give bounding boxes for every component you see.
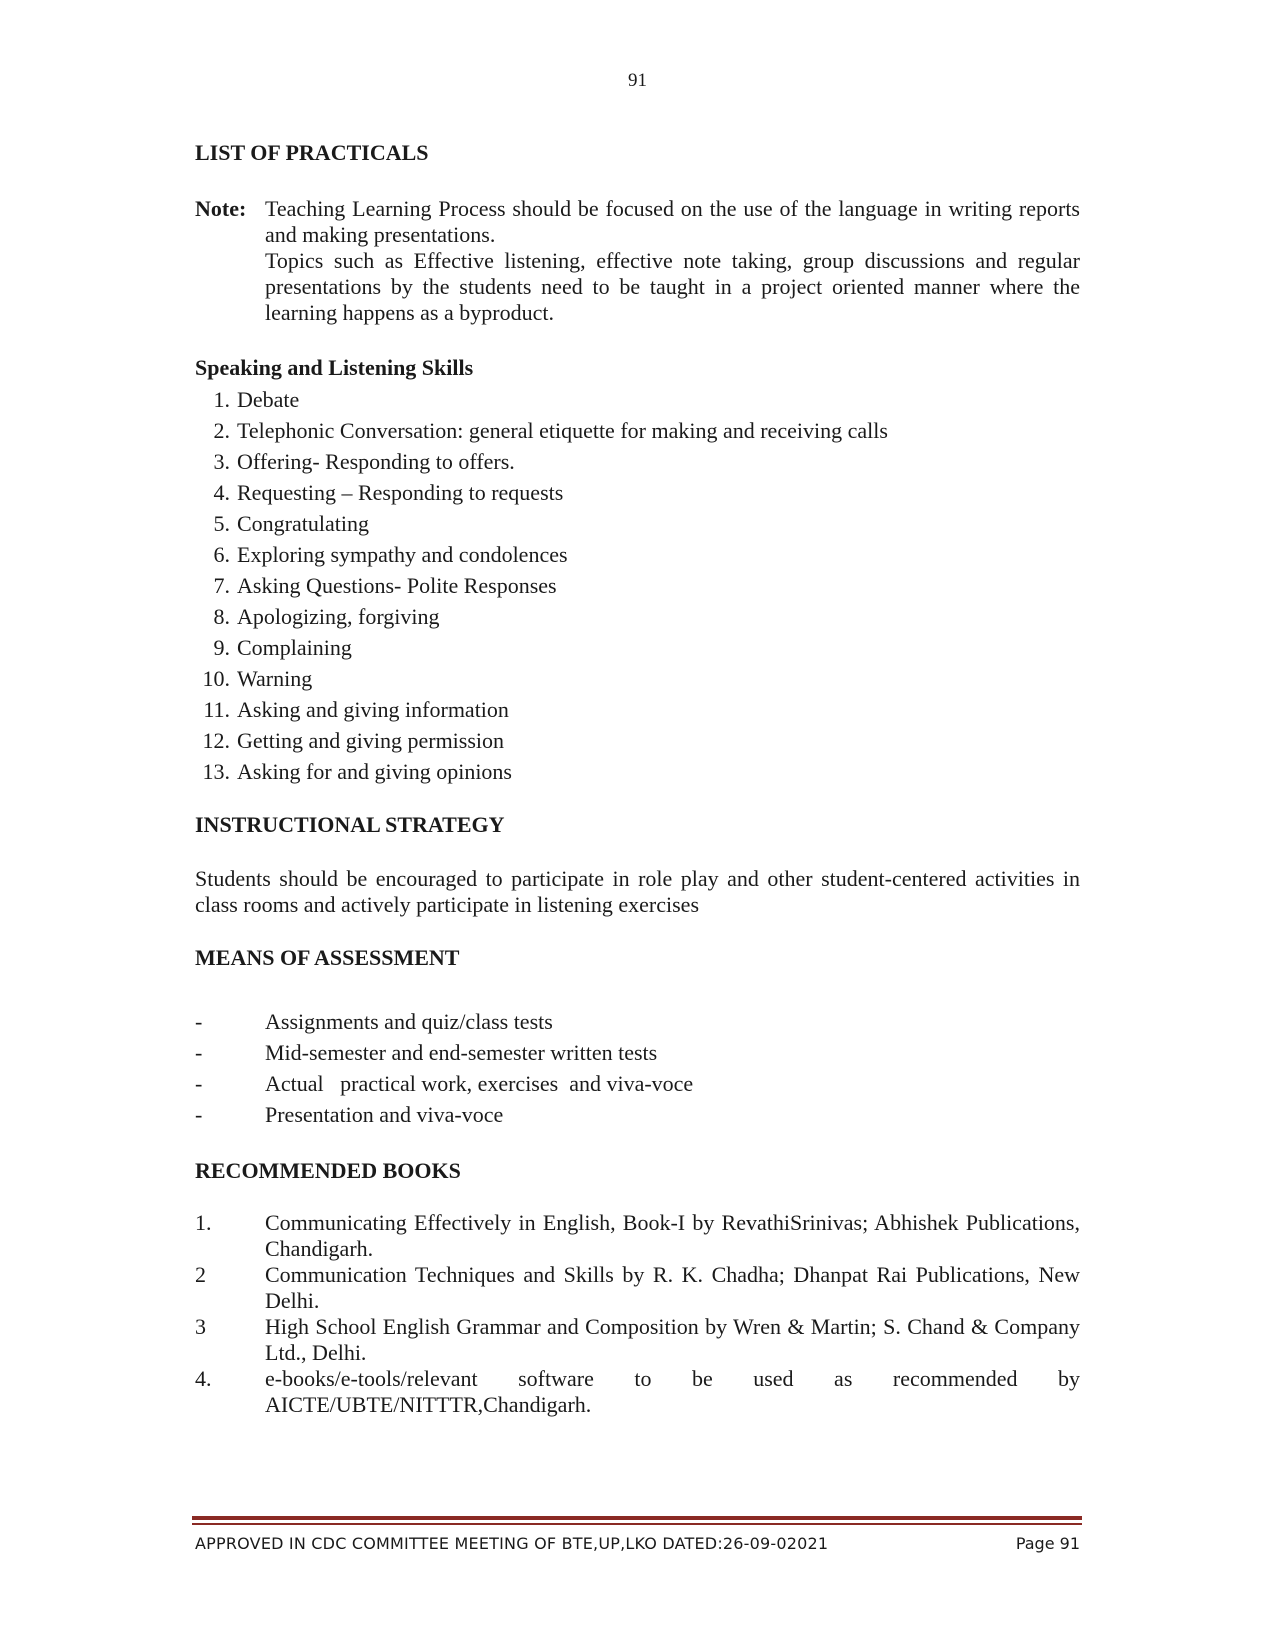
- book-number: 1.: [195, 1210, 212, 1235]
- book-text: High School English Grammar and Composition by Wren & Martin; S. Chand & Company Ltd., Delhi.: [265, 1314, 1080, 1365]
- list-item-text: Telephonic Conversation: general etiquette for making and receiving calls: [237, 418, 888, 443]
- list-item: [195, 1006, 693, 1037]
- list-item-number: 8.: [213, 604, 230, 629]
- list-item-number: 2.: [213, 418, 230, 443]
- list-item-text: Asking and giving information: [237, 697, 509, 722]
- list-item-number: 7.: [213, 573, 230, 598]
- list-item: [195, 1068, 693, 1099]
- list-item-text: Congratulating: [237, 511, 369, 536]
- list-item-text: Asking for and giving opinions: [237, 759, 512, 784]
- list-item-text: Actual practical work, exercises and viva-voce: [265, 1071, 694, 1096]
- list-item-number: 6.: [213, 542, 230, 567]
- list-item: [195, 415, 888, 446]
- list-item-text: Requesting – Responding to requests: [237, 480, 564, 505]
- list-item-text: Offering- Responding to offers.: [237, 449, 515, 474]
- page-number-top: 91: [628, 70, 647, 91]
- list-bullet: -: [195, 1040, 203, 1065]
- list-item-text: Asking Questions- Polite Responses: [237, 573, 557, 598]
- list-item: [195, 663, 888, 694]
- book-item: [195, 1366, 1080, 1418]
- list-item-number: 12.: [202, 728, 230, 753]
- list-item-text: Complaining: [237, 635, 352, 660]
- list-item: [195, 1099, 693, 1130]
- book-number: 2: [195, 1262, 206, 1287]
- book-item: [195, 1262, 1080, 1314]
- list-item: [195, 694, 888, 725]
- book-text: Communicating Effectively in English, Book-I by RevathiSrinivas; Abhishek Publications, Chandigarh.: [265, 1210, 1080, 1261]
- footer-rule: [192, 1523, 1082, 1525]
- list-item: [195, 756, 888, 787]
- list-item-number: 13.: [202, 759, 230, 784]
- recommended-books-heading: RECOMMENDED BOOKS: [195, 1158, 461, 1183]
- list-item-text: Apologizing, forgiving: [237, 604, 440, 629]
- list-item-text: Mid-semester and end-semester written tests: [265, 1040, 658, 1065]
- list-item: [195, 539, 888, 570]
- list-of-practicals-heading: LIST OF PRACTICALS: [195, 140, 429, 165]
- note-paragraph: Teaching Learning Process should be focused on the use of the language in writing reports and making presentations.: [265, 196, 1080, 247]
- book-number: 3: [195, 1314, 206, 1339]
- list-bullet: -: [195, 1071, 203, 1096]
- book-text: e-books/e-tools/relevant software to be used as recommended by AICTE/UBTE/NITTTR,Chandigarh.: [265, 1366, 1080, 1417]
- book-number: 4.: [195, 1366, 212, 1391]
- book-text: Communication Techniques and Skills by R. K. Chadha; Dhanpat Rai Publications, New Delhi.: [265, 1262, 1080, 1313]
- list-item: [195, 477, 888, 508]
- list-item-number: 3.: [213, 449, 230, 474]
- speaking-listening-heading: Speaking and Listening Skills: [195, 355, 474, 380]
- list-item: [195, 725, 888, 756]
- list-bullet: -: [195, 1009, 203, 1034]
- list-item-number: 10.: [202, 666, 230, 691]
- footer-page-label: Page 91: [1015, 1534, 1080, 1553]
- list-item: [195, 1037, 693, 1068]
- footer-approval-text: APPROVED IN CDC COMMITTEE MEETING OF BTE,UP,LKO DATED:26-09-02021: [195, 1534, 829, 1553]
- book-item: [195, 1210, 1080, 1262]
- list-item-text: Exploring sympathy and condolences: [237, 542, 568, 567]
- note-body: [265, 196, 1080, 326]
- list-item: [195, 508, 888, 539]
- assessment-list: [195, 1006, 693, 1130]
- list-item-text: Getting and giving permission: [237, 728, 505, 753]
- list-item-text: Debate: [237, 387, 300, 412]
- instructional-strategy-heading: INSTRUCTIONAL STRATEGY: [195, 812, 505, 837]
- list-item: [195, 632, 888, 663]
- instructional-strategy-text: Students should be encouraged to participate in role play and other student-centered activities in class rooms and actively participate in listening exercises: [195, 866, 1080, 917]
- book-item: [195, 1314, 1080, 1366]
- list-item-number: 4.: [213, 480, 230, 505]
- means-of-assessment-heading: MEANS OF ASSESSMENT: [195, 945, 460, 970]
- footer-rule: [192, 1516, 1082, 1520]
- note-label: Note:: [195, 196, 247, 221]
- list-item: [195, 601, 888, 632]
- list-item: [195, 446, 888, 477]
- list-item-text: Presentation and viva-voce: [265, 1102, 504, 1127]
- list-bullet: -: [195, 1102, 203, 1127]
- note-paragraph: Topics such as Effective listening, effective note taking, group discussions and regular presentations by the students need to be taught in a project oriented manner where the learning happens as a byproduct.: [265, 248, 1080, 325]
- list-item-number: 5.: [213, 511, 230, 536]
- skills-list: [195, 384, 888, 787]
- list-item-text: Warning: [237, 666, 313, 691]
- list-item-number: 9.: [213, 635, 230, 660]
- list-item: [195, 570, 888, 601]
- list-item-number: 1.: [213, 387, 230, 412]
- books-list: [195, 1210, 1080, 1418]
- list-item-text: Assignments and quiz/class tests: [265, 1009, 553, 1034]
- list-item: [195, 384, 888, 415]
- list-item-number: 11.: [203, 697, 230, 722]
